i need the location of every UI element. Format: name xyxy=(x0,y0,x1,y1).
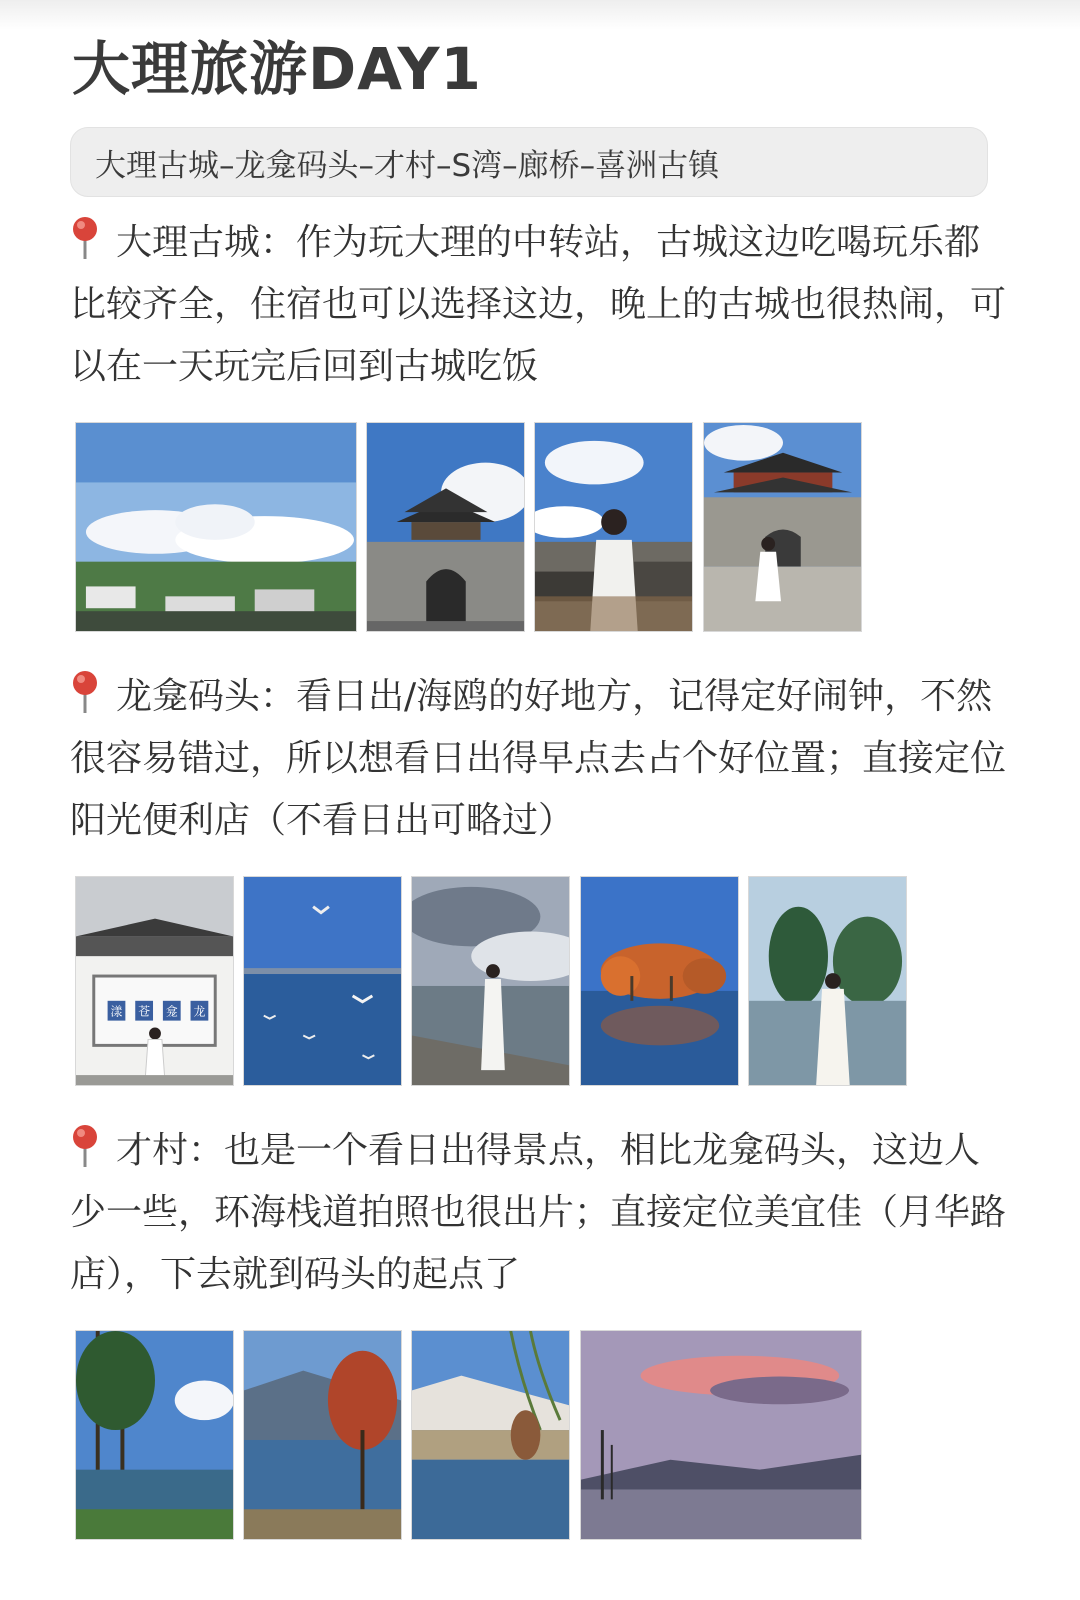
photo-girl-trees-lake[interactable] xyxy=(748,876,907,1086)
pin-icon xyxy=(70,216,100,260)
sign-char-3: 龛 xyxy=(165,1004,178,1019)
photo-girl-south-gate[interactable] xyxy=(703,422,862,632)
photo-girl-pier-clouds[interactable] xyxy=(411,876,570,1086)
photo-trees-shore[interactable] xyxy=(75,1330,234,1540)
sign-char-4: 龙 xyxy=(193,1004,206,1019)
photo-girl-rooftops[interactable] xyxy=(534,422,693,632)
photo-row-2 xyxy=(0,876,1080,1086)
photo-red-trees-water[interactable] xyxy=(580,876,739,1086)
photo-row-1 xyxy=(0,422,1080,632)
section-paragraph-3 xyxy=(70,1120,1010,1306)
photo-dusk-lake[interactable] xyxy=(580,1330,862,1540)
page-title: 大理旅游DAY1 xyxy=(72,35,482,103)
section-text-1: 大理古城：作为玩大理的中转站，古城这边吃喝玩乐都比较齐全，住宿也可以选择这边，晚上的古城也很热闹，可以在一天玩完后回到古城吃饭 xyxy=(70,222,1007,387)
photo-willow-village[interactable] xyxy=(411,1330,570,1540)
photo-city-gate-tower[interactable] xyxy=(366,422,525,632)
photo-old-town-overview[interactable] xyxy=(75,422,357,632)
photo-longkan-wall[interactable] xyxy=(75,876,234,1086)
sign-char-1: 漾 xyxy=(110,1004,123,1019)
section-text-3: 才村：也是一个看日出得景点，相比龙龛码头，这边人少一些，环海栈道拍照也很出片；直接定位美宜佳（月华路店），下去就到码头的起点了 xyxy=(70,1130,1007,1295)
pin-icon xyxy=(70,1124,100,1168)
photo-seagulls-lake[interactable] xyxy=(243,876,402,1086)
section-text-2: 龙龛码头：看日出/海鸥的好地方，记得定好闹钟，不然很容易错过，所以想看日出得早点去占个好位置；直接定位阳光便利店（不看日出可略过） xyxy=(70,676,1007,841)
photo-red-tree-lake[interactable] xyxy=(243,1330,402,1540)
section-paragraph-1 xyxy=(70,212,1010,398)
pin-icon xyxy=(70,670,100,714)
sign-char-2: 苍 xyxy=(138,1004,151,1019)
photo-row-3 xyxy=(0,1330,1080,1540)
route-box xyxy=(70,127,988,197)
route-text: 大理古城–龙龛码头–才村–S湾–廊桥–喜洲古镇 xyxy=(95,147,720,184)
section-paragraph-2 xyxy=(70,666,1010,852)
